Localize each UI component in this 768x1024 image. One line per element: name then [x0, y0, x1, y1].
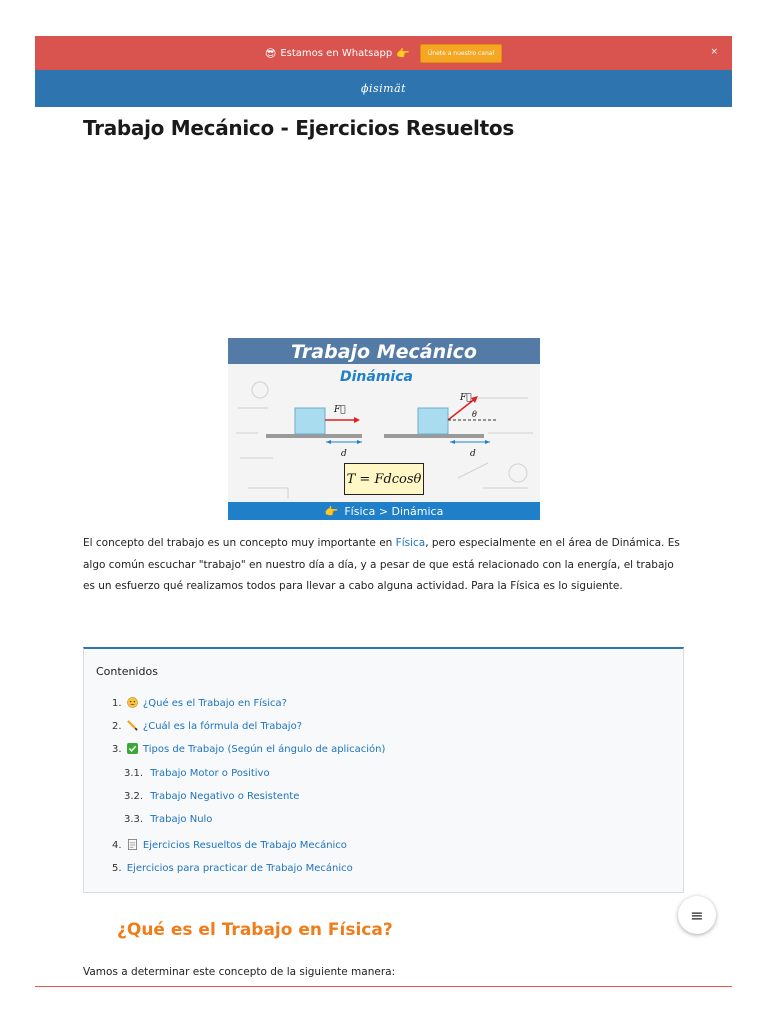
force-label-left: F⃗: [334, 405, 346, 415]
block-left: [295, 408, 325, 434]
promo-text: Estamos en Whatsapp: [280, 47, 393, 59]
toc-item-number: 4.: [112, 840, 122, 851]
toc-link[interactable]: Trabajo Motor o Positivo: [150, 768, 270, 779]
fisica-link[interactable]: Física: [395, 537, 426, 549]
pointing-hand-icon: 👉: [396, 46, 410, 60]
section-divider: [35, 986, 732, 987]
toc-link[interactable]: ¿Qué es el Trabajo en Física?: [142, 698, 287, 709]
site-logo[interactable]: ϕisimät: [360, 82, 407, 95]
hero-subtitle: Dinámica: [340, 369, 413, 385]
toc-item-2: [112, 720, 302, 732]
block-right: [418, 408, 448, 434]
ground-left: [266, 434, 362, 438]
toc-link[interactable]: Ejercicios para practicar de Trabajo Mecánico: [126, 863, 353, 874]
intro-paragraph: [83, 533, 686, 598]
toc-link[interactable]: Ejercicios Resueltos de Trabajo Mecánico: [142, 840, 347, 851]
toc-item-number: 3.1.: [124, 768, 144, 779]
join-channel-button[interactable]: Únete a nuestro canal: [420, 44, 502, 63]
hero-breadcrumb-text: Física > Dinámica: [344, 504, 444, 518]
thinking-face-icon: [127, 697, 138, 708]
toc-title: Contenidos: [96, 665, 158, 678]
toc-item-5: [112, 863, 353, 874]
page-title: Trabajo Mecánico - Ejercicios Resueltos: [83, 116, 514, 140]
toc-item-number: 3.: [112, 744, 122, 755]
distance-label-left: d: [341, 449, 347, 459]
work-formula: T = Fdcosθ: [344, 463, 424, 495]
table-of-contents: [83, 647, 684, 893]
check-mark-icon: [127, 743, 138, 754]
toc-item-number: 3.3.: [124, 814, 144, 825]
toc-item-number: 3.2.: [124, 791, 144, 802]
toc-link[interactable]: Tipos de Trabajo (Según el ángulo de aplicación): [142, 744, 386, 755]
section-paragraph: Vamos a determinar este concepto de la siguiente manera:: [83, 966, 396, 978]
toc-item-3-1: [124, 768, 270, 779]
force-label-right: F⃗: [460, 393, 472, 403]
toc-link[interactable]: Trabajo Negativo o Resistente: [150, 791, 300, 802]
toc-link[interactable]: ¿Cuál es la fórmula del Trabajo?: [142, 721, 303, 732]
hero-title: Trabajo Mecánico: [291, 341, 477, 363]
whatsapp-promo-bar: [35, 36, 732, 70]
pencil-icon: [127, 720, 138, 731]
toc-item-1: [112, 697, 287, 709]
toc-item-number: 1.: [112, 698, 122, 709]
toc-item-3: [112, 743, 385, 755]
toc-item-3-3: [124, 814, 212, 825]
site-header: [35, 70, 732, 107]
toc-item-4: [112, 839, 347, 851]
ground-right: [384, 434, 484, 438]
close-icon[interactable]: ×: [710, 47, 718, 57]
toc-item-number: 5.: [112, 863, 122, 874]
smiley-icon: 😎: [264, 46, 277, 60]
toc-link[interactable]: Trabajo Nulo: [150, 814, 213, 825]
intro-text-1: El concepto del trabajo es un concepto muy importante en: [83, 537, 396, 549]
intro-text-2: , pero especialmente en el área de Dinámica. Es algo común escuchar "trabajo" en nuestro día a día, y a pesar de que está relacionado con la energía, el trabajo es un esfuerzo qué realizamos todos para llevar a cabo alguna actividad. Para la Física es lo siguiente.: [83, 537, 680, 592]
hero-image: [228, 338, 540, 520]
pointing-hand-icon: 👉: [324, 504, 339, 518]
menu-icon: ≡: [690, 905, 704, 925]
distance-label-right: d: [470, 449, 476, 459]
document-icon: [127, 839, 138, 850]
toc-item-3-2: [124, 791, 299, 802]
floating-menu-button[interactable]: [678, 896, 716, 934]
toc-item-number: 2.: [112, 721, 122, 732]
angle-label: θ: [472, 410, 477, 419]
section-heading: ¿Qué es el Trabajo en Física?: [117, 920, 393, 940]
hero-breadcrumb-banner: [228, 502, 540, 520]
